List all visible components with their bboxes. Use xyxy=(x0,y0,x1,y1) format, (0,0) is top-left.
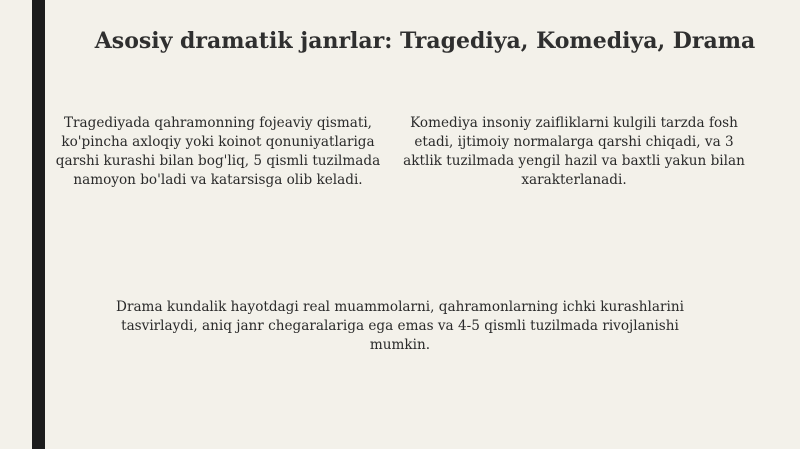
comedy-paragraph: Komediya insoniy zaifliklarni kulgili tarzda fosh etadi, ijtimoiy normalarga qarshi chiqadi, va 3 aktlik tuzilmada yengil hazil va baxtli yakun bilan xarakterlanadi. xyxy=(403,115,745,188)
slide-title: Asosiy dramatik janrlar: Tragediya, Komediya, Drama xyxy=(94,28,756,54)
drama-paragraph: Drama kundalik hayotdagi real muammolarni, qahramonlarning ichki kurashlarini tasvirlaydi, aniq janr chegaralariga ega emas va 4-5 qismli tuzilmada rivojlanishi mumkin. xyxy=(116,299,684,353)
accent-bar xyxy=(32,0,45,449)
tragedy-paragraph: Tragediyada qahramonning fojeaviy qismati, ko'pincha axloqiy yoki koinot qonuniyatlariga qarshi kurashi bilan bog'liq, 5 qismli tuzilmada namoyon bo'ladi va katarsisga olib keladi. xyxy=(55,115,381,188)
